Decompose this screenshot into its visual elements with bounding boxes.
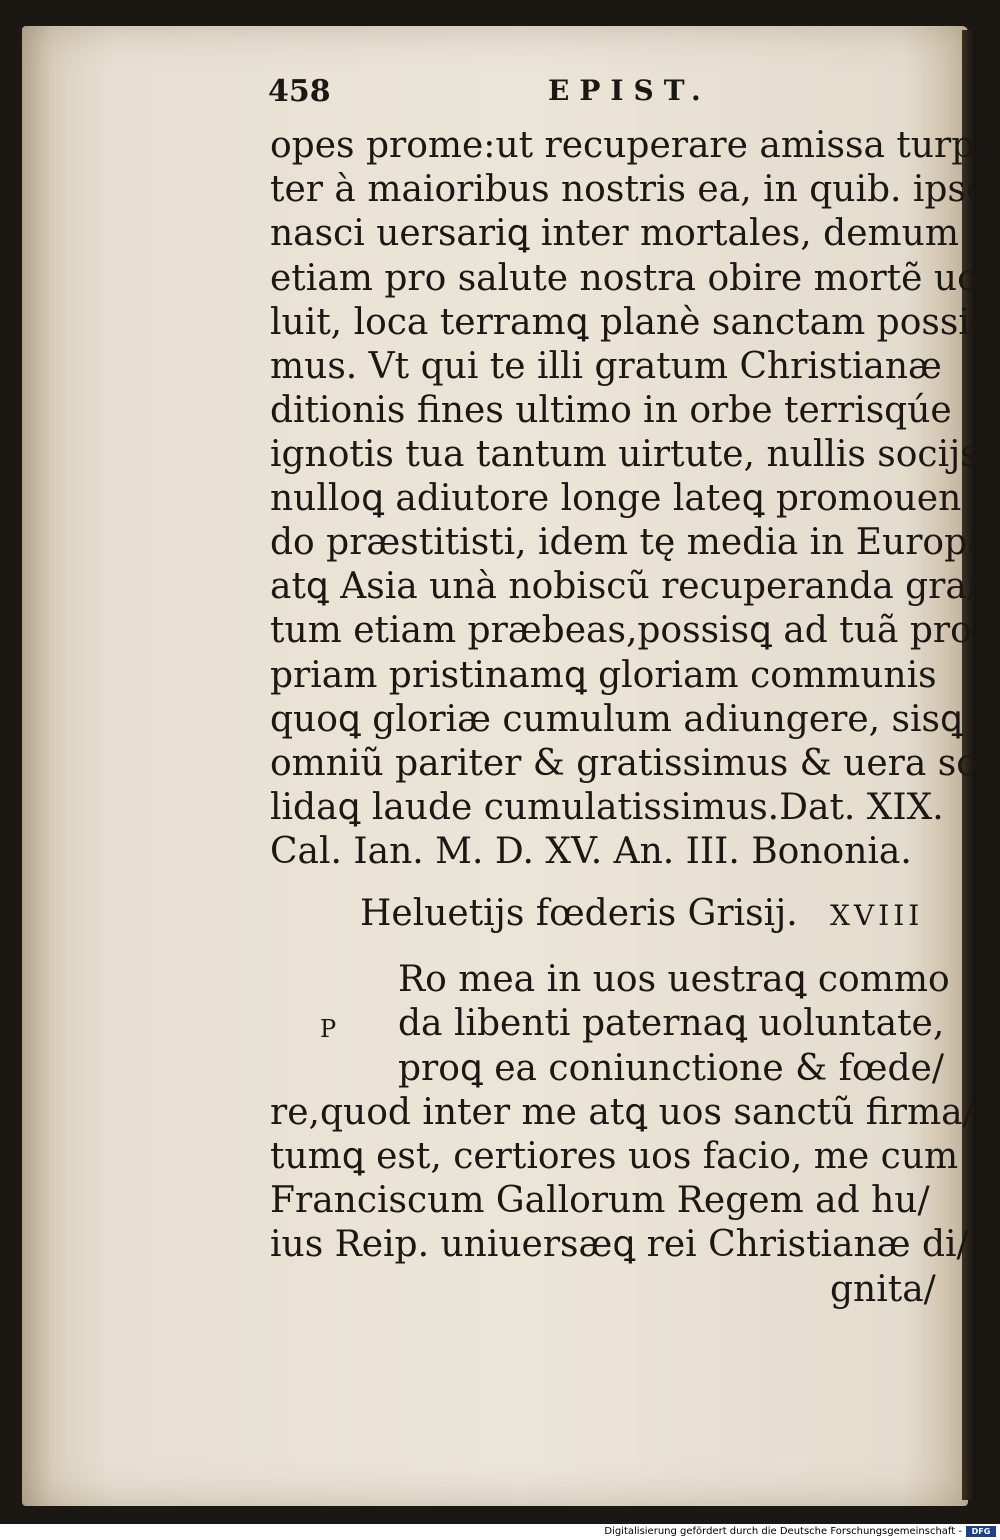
body-line: tum etiam præbeas,possisꝗ ad tuã pro/ xyxy=(270,610,984,651)
section-line: da libenti paternaꝗ uoluntate, xyxy=(398,1003,945,1044)
body-line: quoꝗ gloriæ cumulum adiungere, sisꝗ xyxy=(270,699,963,740)
page-number: 458 xyxy=(268,74,331,109)
section-heading: Heluetijs fœderis Grisij. xyxy=(360,893,798,934)
body-line: nulloꝗ adiutore longe lateꝗ promouen xyxy=(270,478,962,519)
body-line: opes prome:ut recuperare amissa turpi/ xyxy=(270,125,998,166)
body-line: priam pristinamꝗ gloriam communis xyxy=(270,655,937,696)
section-line: re,quod inter me atꝗ uos sanctũ firma/ xyxy=(270,1092,975,1133)
footer-credit: Digitalisierung gefördert durch die Deutsche Forschungsgemeinschaft - xyxy=(604,1526,962,1537)
section-line: proꝗ ea coniunctione & fœde/ xyxy=(398,1048,944,1089)
body-line: mus. Vt qui te illi gratum Christianæ xyxy=(270,346,942,387)
section-number: XVIII xyxy=(830,899,924,932)
body-line: lidaꝗ laude cumulatissimus.Dat. XIX. xyxy=(270,787,944,828)
body-line: ter à maioribus nostris ea, in quib. ipse xyxy=(270,169,988,210)
body-line: etiam pro salute nostra obire mortẽ uo/ xyxy=(270,258,991,299)
section-line: Ro mea in uos uestraꝗ commo xyxy=(398,959,950,1000)
body-line: ignotis tua tantum uirtute, nullis socijs xyxy=(270,434,979,475)
dfg-logo: DFG xyxy=(966,1526,996,1537)
section-line: Franciscum Gallorum Regem ad hu/ xyxy=(270,1180,930,1221)
body-line: Cal. Ian. M. D. XV. An. III. Bononia. xyxy=(270,831,912,872)
body-line: nasci uersariꝗ inter mortales, demum xyxy=(270,213,959,254)
body-line: omniũ pariter & gratissimus & uera so xyxy=(270,743,978,784)
body-line: luit, loca terramꝗ planè sanctam possi/ xyxy=(270,302,982,343)
body-line: ditionis fines ultimo in orbe terrisqúe xyxy=(270,390,952,431)
catchword: gnita/ xyxy=(830,1269,936,1310)
section-line: tumꝗ est, certiores uos facio, me cum xyxy=(270,1136,959,1177)
body-line: do præstitisti, idem tę media in Europa xyxy=(270,522,989,563)
section-line: ius Reip. uniuersæꝗ rei Christianæ di/ xyxy=(270,1224,969,1265)
drop-initial: P xyxy=(320,1015,337,1043)
body-line: atꝗ Asia unà nobiscũ recuperanda gra/ xyxy=(270,566,979,607)
running-title: EPIST. xyxy=(548,74,711,107)
